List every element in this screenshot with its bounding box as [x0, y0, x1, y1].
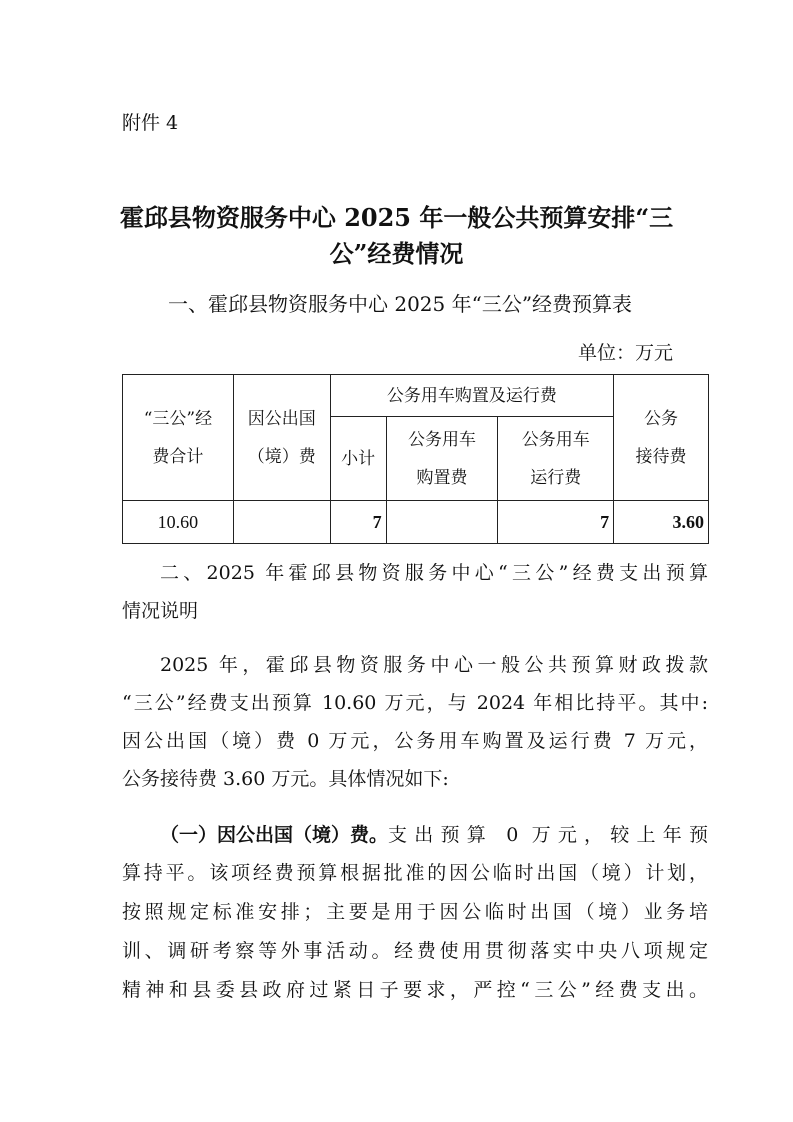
- section2-heading-cont: 情况说明: [122, 600, 199, 622]
- cell-abroad: [233, 501, 330, 544]
- para2-line: 训、调研考察等外事活动。经费使用贯彻落实中央八项规定: [122, 940, 708, 962]
- header-car-run: 公务用车 运行费: [498, 417, 614, 501]
- para1-line: 公务接待费 3.60 万元。具体情况如下:: [122, 768, 449, 790]
- header-abroad: 因公出国 （境）费: [233, 375, 330, 501]
- doc-title-line2: 公”经费情况: [329, 239, 464, 268]
- section1-heading: 一、霍邱县物资服务中心 2025 年“三公”经费预算表: [168, 292, 633, 316]
- cell-subtotal: 7: [330, 501, 386, 544]
- para2-line: 算持平。该项经费预算根据批准的因公临时出国（境）计划，: [122, 862, 708, 884]
- doc-title-line1: 霍邱县物资服务中心 2025 年一般公共预算安排“三: [119, 203, 674, 232]
- header-total: “三公”经 费合计: [123, 375, 234, 501]
- para1-line: 2025 年，霍邱县物资服务中心一般公共预算财政拨款: [160, 654, 708, 676]
- unit-label: 单位：万元: [577, 342, 673, 364]
- cell-reception: 3.60: [614, 501, 709, 544]
- para1-line: “三公”经费支出预算 10.60 万元，与 2024 年相比持平。其中:: [122, 692, 708, 714]
- budget-table: [122, 374, 709, 544]
- section2-heading: 二、2025 年霍邱县物资服务中心“三公”经费支出预算: [160, 562, 708, 584]
- para2-text: 支出预算 0 万元，较上年预: [388, 824, 708, 846]
- para2-line: [160, 820, 708, 847]
- cell-total: 10.60: [123, 501, 234, 544]
- para2-bold-heading: （一）因公出国（境）费。: [160, 824, 389, 846]
- header-car-buy: 公务用车 购置费: [386, 417, 498, 501]
- header-car: 公务用车购置及运行费: [330, 375, 613, 417]
- para1-line: 因公出国（境）费 0 万元，公务用车购置及运行费 7 万元，: [122, 730, 708, 752]
- cell-car-buy: [386, 501, 498, 544]
- cell-car-run: 7: [498, 501, 614, 544]
- header-subtotal: 小计: [330, 417, 386, 501]
- table-row: [123, 501, 709, 544]
- attachment-label: 附件 4: [122, 112, 179, 134]
- para2-line: 精神和县委县政府过紧日子要求，严控“三公”经费支出。: [122, 979, 708, 1001]
- header-reception: 公务 接待费: [614, 375, 709, 501]
- para2-line: 按照规定标准安排；主要是用于因公临时出国（境）业务培: [122, 901, 708, 923]
